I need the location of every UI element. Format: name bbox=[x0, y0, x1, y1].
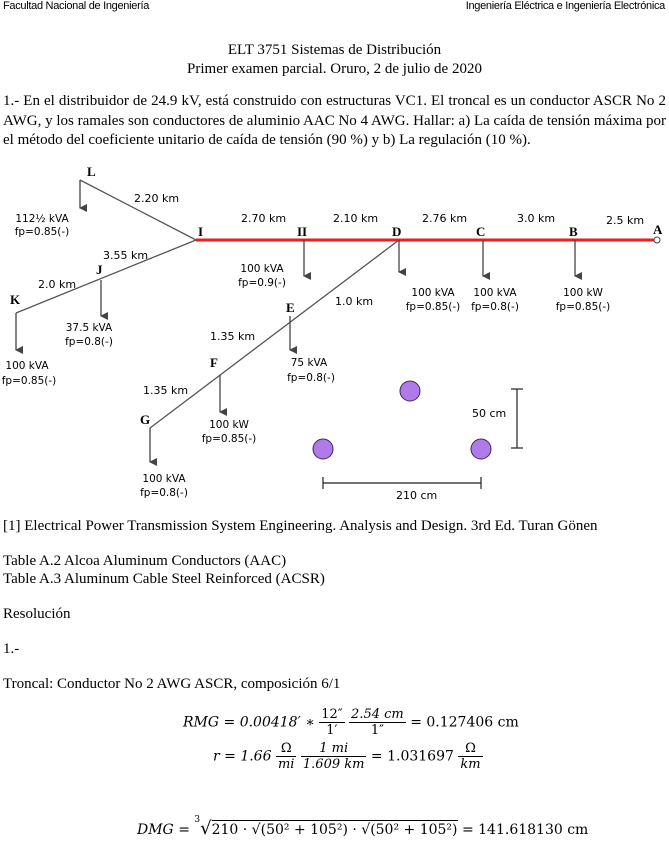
r-frac1-den: mi bbox=[277, 757, 295, 772]
r-frac2-num: 1 mi bbox=[301, 741, 367, 757]
r-frac3-den: km bbox=[460, 757, 481, 772]
solution-heading: Resolución bbox=[3, 606, 71, 622]
distance-I-II: 2.70 km bbox=[241, 212, 287, 225]
problem-statement: 1.- En el distribuidor de 24.9 kV, está construido con estructuras VC1. El troncal es un conductor ASCR No 2 AWG, y los ramales son conductores de aluminio AAC No 4 AWG. Hallar: a) La caída de tensión máxima por el método del coeficiente unitario de caída de tensión (90 %) y b) La regulación (10 %). bbox=[3, 93, 666, 148]
source-node-A bbox=[654, 237, 660, 243]
node-II: II bbox=[297, 224, 308, 239]
node-C: C bbox=[476, 224, 486, 239]
conductor-right bbox=[471, 439, 491, 459]
header-institution: Facultad Nacional de Ingeniería bbox=[3, 0, 150, 12]
r-frac1-num: Ω bbox=[276, 741, 297, 757]
load-G-power: 100 kVA bbox=[142, 473, 186, 485]
load-D-pf: fp=0.85(-) bbox=[405, 301, 461, 313]
reference-table-aac: Table A.2 Alcoa Aluminum Conductors (AAC) bbox=[3, 553, 287, 569]
line-L-I bbox=[80, 180, 196, 240]
load-K-power: 100 kVA bbox=[5, 360, 49, 372]
node-K: K bbox=[10, 292, 21, 307]
header-department: Ingeniería Eléctrica e Ingeniería Electrónica bbox=[465, 0, 665, 12]
r-frac3-num: Ω bbox=[458, 741, 482, 757]
load-E-pf: fp=0.8(-) bbox=[287, 372, 335, 384]
distance-L-I: 2.20 km bbox=[134, 192, 180, 205]
course-title: ELT 3751 Sistemas de Distribución bbox=[227, 42, 442, 58]
rmg-lhs: RMG = 0.00418′ ∗ bbox=[183, 714, 315, 731]
dmg-radicand: 210 · √(50² + 105²) · √(50² + 105²) bbox=[211, 822, 458, 838]
node-E: E bbox=[286, 300, 295, 315]
load-J-pf: fp=0.8(-) bbox=[65, 336, 113, 348]
conductor-left bbox=[313, 439, 333, 459]
dmg-lhs: DMG = bbox=[137, 822, 190, 838]
load-F-power: 100 kW bbox=[209, 419, 249, 431]
load-C-power: 100 kVA bbox=[473, 287, 517, 299]
conductor-top bbox=[400, 381, 420, 401]
node-L: L bbox=[87, 164, 96, 179]
node-A: A bbox=[653, 222, 663, 237]
spacing-vertical-label: 50 cm bbox=[472, 407, 507, 420]
load-K-pf: fp=0.85(-) bbox=[1, 375, 57, 387]
distance-D-C: 2.76 km bbox=[422, 212, 468, 225]
node-B: B bbox=[569, 224, 578, 239]
load-L-power: 112½ kVA bbox=[15, 213, 69, 225]
r-result: = 1.031697 bbox=[370, 748, 454, 765]
load-D-power: 100 kVA bbox=[411, 287, 455, 299]
distance-B-A: 2.5 km bbox=[606, 214, 645, 227]
distance-I-J: 3.55 km bbox=[103, 249, 149, 262]
dmg-root-index: 3 bbox=[194, 815, 201, 826]
load-E-power: 75 kVA bbox=[290, 357, 328, 369]
reference-table-acsr: Table A.3 Aluminum Cable Steel Reinforced (ACSR) bbox=[3, 571, 325, 587]
load-II-power: 100 kVA bbox=[240, 263, 284, 275]
reference-book: [1] Electrical Power Transmission System Engineering. Analysis and Design. 3rd Ed. Turan Gönen bbox=[3, 518, 598, 534]
node-D: D bbox=[392, 224, 402, 239]
exam-subtitle: Primer examen parcial. Oruro, 2 de julio de 2020 bbox=[187, 61, 482, 77]
rmg-result: = 0.127406 cm bbox=[410, 714, 519, 731]
load-F-pf: fp=0.85(-) bbox=[201, 433, 257, 445]
r-frac2-den: 1.609 km bbox=[302, 757, 365, 772]
distance-J-K: 2.0 km bbox=[38, 278, 77, 291]
solution-item-number: 1.- bbox=[3, 641, 20, 657]
node-G: G bbox=[140, 412, 151, 427]
rmg-frac2-den: 1″ bbox=[370, 723, 384, 738]
node-I: I bbox=[198, 224, 204, 239]
r-lhs: r = 1.66 bbox=[213, 748, 272, 765]
load-G-pf: fp=0.8(-) bbox=[140, 487, 188, 499]
distribution-diagram bbox=[0, 158, 669, 503]
distance-II-D: 2.10 km bbox=[333, 212, 379, 225]
distance-C-B: 3.0 km bbox=[517, 212, 556, 225]
load-B-pf: fp=0.85(-) bbox=[555, 301, 611, 313]
rmg-equation bbox=[183, 707, 519, 738]
dmg-result: = 141.618130 cm bbox=[461, 822, 589, 838]
distance-D-E: 1.0 km bbox=[335, 295, 374, 308]
node-J: J bbox=[96, 262, 103, 277]
dmg-equation: DMG = $^3$√210 · √(50² + 105²) · √(50² + 105²) = 141.618130 cm bbox=[137, 815, 589, 839]
load-C-pf: fp=0.8(-) bbox=[471, 301, 519, 313]
troncal-description: Troncal: Conductor No 2 AWG ASCR, composición 6/1 bbox=[3, 676, 341, 692]
load-B-power: 100 kW bbox=[563, 287, 603, 299]
load-L-pf: fp=0.85(-) bbox=[14, 226, 70, 238]
rmg-frac2-num: 2.54 cm bbox=[351, 707, 404, 722]
node-F: F bbox=[210, 355, 218, 370]
spacing-horizontal-label: 210 cm bbox=[396, 489, 438, 502]
load-J-power: 37.5 kVA bbox=[65, 322, 113, 334]
rmg-frac1-num: 12″ bbox=[321, 707, 343, 722]
load-II-pf: fp=0.9(-) bbox=[238, 277, 286, 289]
distance-F-G: 1.35 km bbox=[143, 384, 189, 397]
distance-E-F: 1.35 km bbox=[210, 330, 256, 343]
rmg-frac1-den: 1′ bbox=[326, 723, 338, 738]
resistance-equation bbox=[213, 741, 483, 772]
